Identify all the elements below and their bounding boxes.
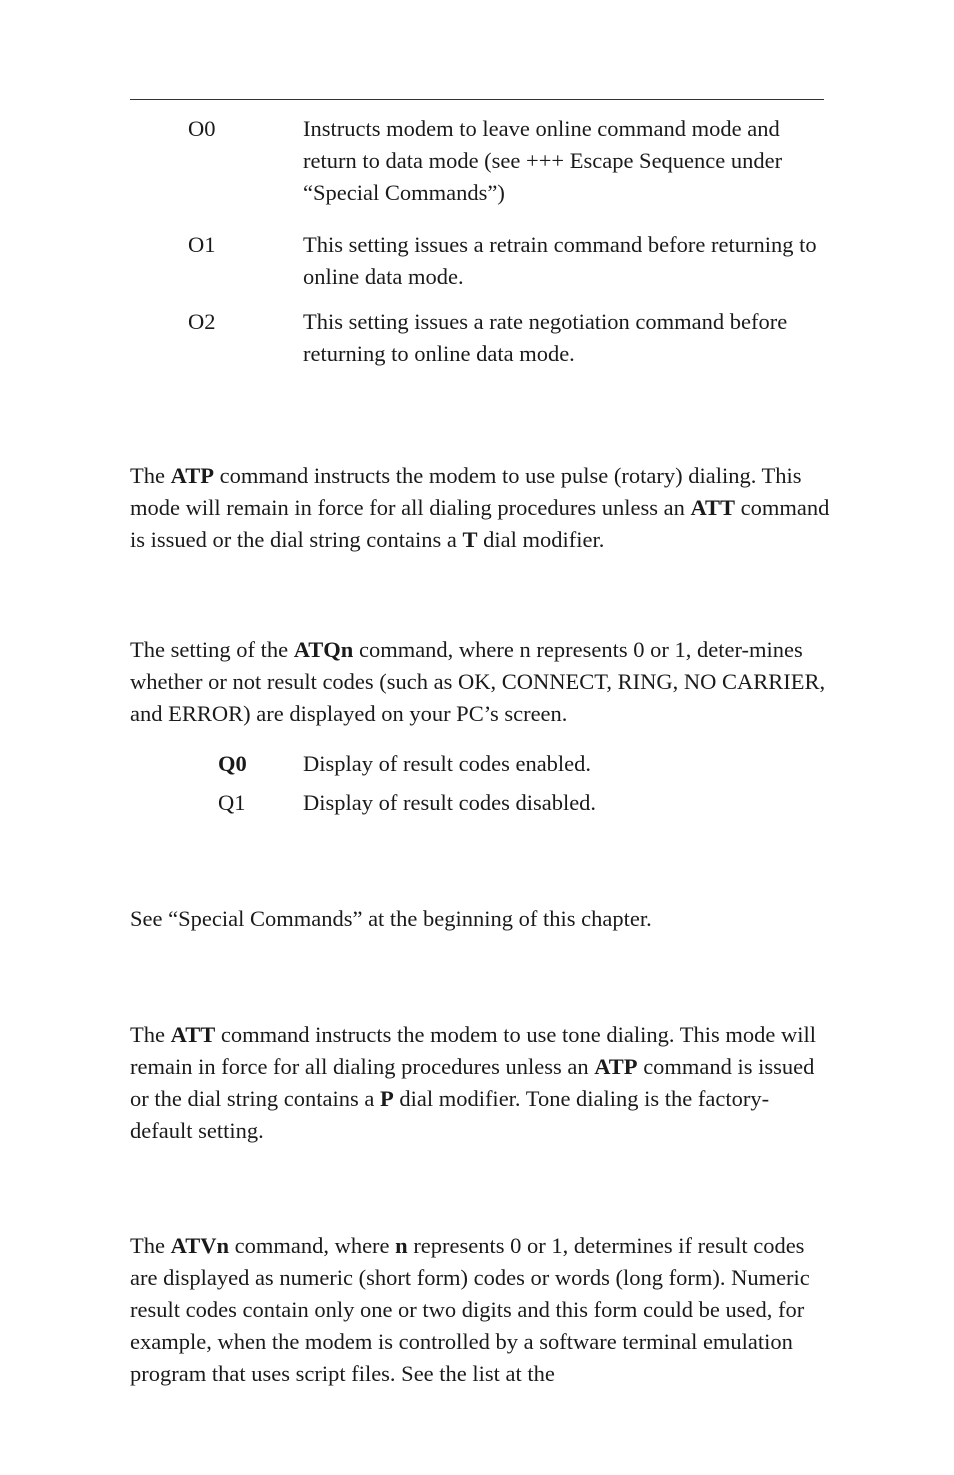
header-rule [130, 99, 824, 100]
option-desc-o1: This setting issues a retrain command before returning to online data mode. [303, 232, 817, 289]
option-desc-o2: This setting issues a rate negotiation command before returning to online data mode. [303, 309, 788, 366]
atp-command: ATP [170, 463, 214, 488]
atq-paragraph: The setting of the ATQn command, where n represents 0 or 1, deter-mines whether or not result codes (such as OK, CONNECT, RING, NO CARRIER, and ERROR) are displayed on your PC’s screen. [130, 637, 826, 726]
atvn-command: ATVn [170, 1233, 229, 1258]
atp-command-ref: ATP [594, 1054, 638, 1079]
option-desc-o0: Instructs modem to leave online command mode and return to data mode (see +++ Escape Sequence under “Special Commands”) [303, 116, 783, 205]
option-desc-q1: Display of result codes disabled. [303, 790, 597, 815]
p-modifier: P [379, 1086, 394, 1111]
att-command: ATT [170, 1022, 216, 1047]
special-commands-note: See “Special Commands” at the beginning of this chapter. [130, 906, 652, 931]
atv-paragraph: The ATVn command, where n represents 0 or 1, determines if result codes are displayed as numeric (short form) codes or words (long form). Numeric result codes contain only one or two digits and this form could be used, for example, when the modem is controlled by a software terminal emulation program that uses script files. See the list at the [130, 1233, 810, 1386]
option-key-o2: O2 [188, 309, 216, 334]
option-key-q1: Q1 [218, 790, 246, 815]
atqn-command: ATQn [293, 637, 354, 662]
att-paragraph: The ATT command instructs the modem to use tone dialing. This mode will remain in force for all dialing procedures unless an ATP command is issued or the dial string contains a P dial modifier. Tone dialing is the factory-default setting. [130, 1022, 816, 1143]
atp-paragraph: The ATP command instructs the modem to use pulse (rotary) dialing. This mode will remain in force for all dialing procedures unless an ATT command is issued or the dial string contains a T dial modifier. [130, 463, 830, 552]
option-key-o0: O0 [188, 116, 216, 141]
option-key-o1: O1 [188, 232, 216, 257]
option-key-q0: Q0 [218, 751, 247, 776]
option-desc-q0: Display of result codes enabled. [303, 751, 592, 776]
n-parameter: n [395, 1233, 408, 1258]
att-command-ref: ATT [690, 495, 736, 520]
t-modifier: T [462, 527, 478, 552]
